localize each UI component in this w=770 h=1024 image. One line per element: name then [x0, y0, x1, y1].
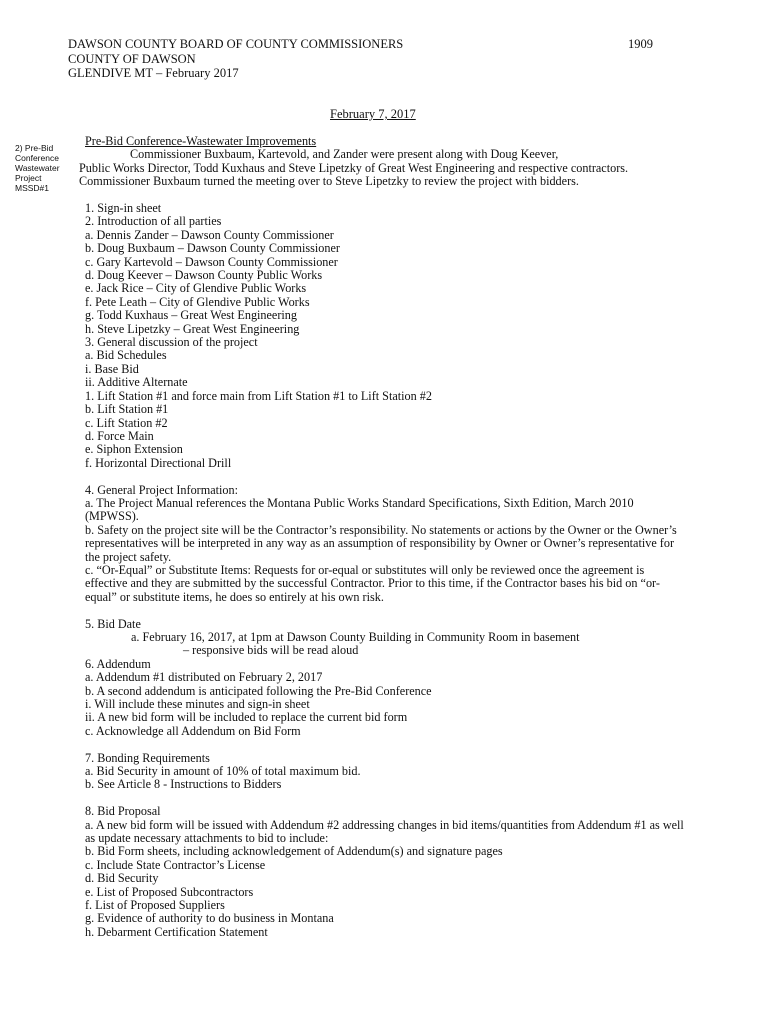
bonding-line: a. Bid Security in amount of 10% of total maximum bid. — [85, 764, 361, 779]
agenda-item: a. Bid Schedules — [85, 348, 167, 363]
margin-note-line: Wastewater — [15, 163, 60, 173]
bid-date-section — [85, 618, 685, 658]
document-header — [68, 37, 403, 81]
bid-proposal-item: e. List of Proposed Subcontractors — [85, 884, 254, 899]
agenda-item: 1. Lift Station #1 and force main from Lift Station #1 to Lift Station #2 — [85, 388, 432, 403]
agenda-item: h. Steve Lipetzky – Great West Engineering — [85, 321, 300, 336]
addendum-line: b. A second addendum is anticipated following the Pre-Bid Conference — [85, 683, 432, 698]
minutes-body — [79, 134, 685, 939]
bid-date-detail-cont: – responsive bids will be read aloud — [183, 643, 359, 658]
general-info-item: b. Safety on the project site will be the Contractor’s responsibility. No statements or actions by the Owner or the Owner’s representatives will be interpreted in any way as an assumption of responsibility by Owner or Owner’s representative for the project safety. — [85, 522, 677, 564]
header-board-name: DAWSON COUNTY BOARD OF COUNTY COMMISSIONERS — [68, 37, 404, 51]
general-info-heading: 4. General Project Information: — [85, 482, 238, 497]
header-location-date: GLENDIVE MT – February 2017 — [68, 66, 239, 80]
bid-date-heading: 5. Bid Date — [85, 616, 141, 631]
general-info-item: a. The Project Manual references the Montana Public Works Standard Specifications, Sixth Edition, March 2010 (MPWSS). — [85, 495, 634, 524]
addendum-line: c. Acknowledge all Addendum on Bid Form — [85, 723, 301, 738]
addendum-section — [85, 658, 685, 738]
general-info-item: c. “Or-Equal” or Substitute Items: Requests for or-equal or substitutes will only be reviewed once the agreement is effective and they are submitted by the successful Contractor. Prior to this time, if the Contractor bases his bid on “or-equal” or substitute items, he does so entirely at his own risk. — [85, 562, 660, 604]
agenda-item: 2. Introduction of all parties — [85, 214, 222, 229]
agenda-item: d. Doug Keever – Dawson County Public Works — [85, 268, 323, 283]
bid-proposal-heading: 8. Bid Proposal — [85, 804, 161, 819]
margin-note — [15, 143, 75, 193]
agenda-item: 3. General discussion of the project — [85, 335, 258, 350]
header-county: COUNTY OF DAWSON — [68, 51, 196, 66]
agenda-item: c. Lift Station #2 — [85, 415, 168, 430]
bid-proposal-item: a. A new bid form will be issued with Addendum #2 addressing changes in bid items/quantities from Addendum #1 as well as update necessary attachments to bid to include: — [85, 817, 684, 846]
bid-proposal-section — [85, 805, 685, 939]
margin-note-line: MSSD#1 — [15, 183, 50, 193]
margin-note-line: 2) Pre-Bid — [15, 143, 54, 153]
addendum-line: i. Will include these minutes and sign-in sheet — [85, 697, 310, 712]
bid-proposal-item: c. Include State Contractor’s License — [85, 857, 266, 872]
agenda-item: ii. Additive Alternate — [85, 375, 188, 390]
agenda-item: c. Gary Kartevold – Dawson County Commissioner — [85, 254, 338, 269]
bonding-section — [85, 752, 685, 792]
bid-proposal-item: h. Debarment Certification Statement — [85, 924, 268, 939]
page-number: 1909 — [628, 37, 653, 51]
margin-note-line: Project — [15, 173, 42, 183]
intro-first-line: Commissioner Buxbaum, Kartevold, and Zander were present along with Doug Keever, — [130, 147, 559, 162]
bonding-line: b. See Article 8 - Instructions to Bidders — [85, 777, 282, 792]
agenda-item: f. Pete Leath – City of Glendive Public Works — [85, 294, 310, 309]
agenda-item: d. Force Main — [85, 428, 154, 443]
agenda-item: b. Lift Station #1 — [85, 402, 169, 417]
agenda-list — [85, 202, 685, 470]
agenda-item: e. Siphon Extension — [85, 442, 183, 457]
bid-date-detail: a. February 16, 2017, at 1pm at Dawson County Building in Community Room in basement — [131, 629, 580, 644]
bonding-line: 7. Bonding Requirements — [85, 750, 210, 765]
agenda-item: i. Base Bid — [85, 361, 139, 376]
agenda-item: g. Todd Kuxhaus – Great West Engineering — [85, 308, 297, 323]
addendum-line: a. Addendum #1 distributed on February 2, 2017 — [85, 670, 323, 685]
addendum-line: ii. A new bid form will be included to replace the current bid form — [85, 710, 408, 725]
margin-note-line: Conference — [15, 153, 59, 163]
meeting-date: February 7, 2017 — [330, 107, 416, 121]
bid-proposal-item: f. List of Proposed Suppliers — [85, 898, 225, 913]
agenda-item: f. Horizontal Directional Drill — [85, 455, 232, 470]
agenda-item: b. Doug Buxbaum – Dawson County Commissioner — [85, 241, 340, 256]
section-title: Pre-Bid Conference-Wastewater Improvements — [85, 134, 317, 148]
agenda-item: a. Dennis Zander – Dawson County Commissioner — [85, 227, 334, 242]
bid-proposal-item: b. Bid Form sheets, including acknowledgement of Addendum(s) and signature pages — [85, 844, 503, 859]
agenda-item: 1. Sign-in sheet — [85, 201, 162, 216]
bid-proposal-item: g. Evidence of authority to do business in Montana — [85, 911, 334, 926]
addendum-line: 6. Addendum — [85, 656, 151, 671]
bid-proposal-item: d. Bid Security — [85, 871, 159, 886]
general-info-section — [85, 484, 685, 605]
agenda-item: e. Jack Rice – City of Glendive Public Works — [85, 281, 307, 296]
intro-paragraph: Public Works Director, Todd Kuxhaus and Steve Lipetzky of Great West Engineering and respective contractors. Commissioner Buxbaum turned the meeting over to Steve Lipetzky to review the project with bidders. — [79, 160, 629, 189]
